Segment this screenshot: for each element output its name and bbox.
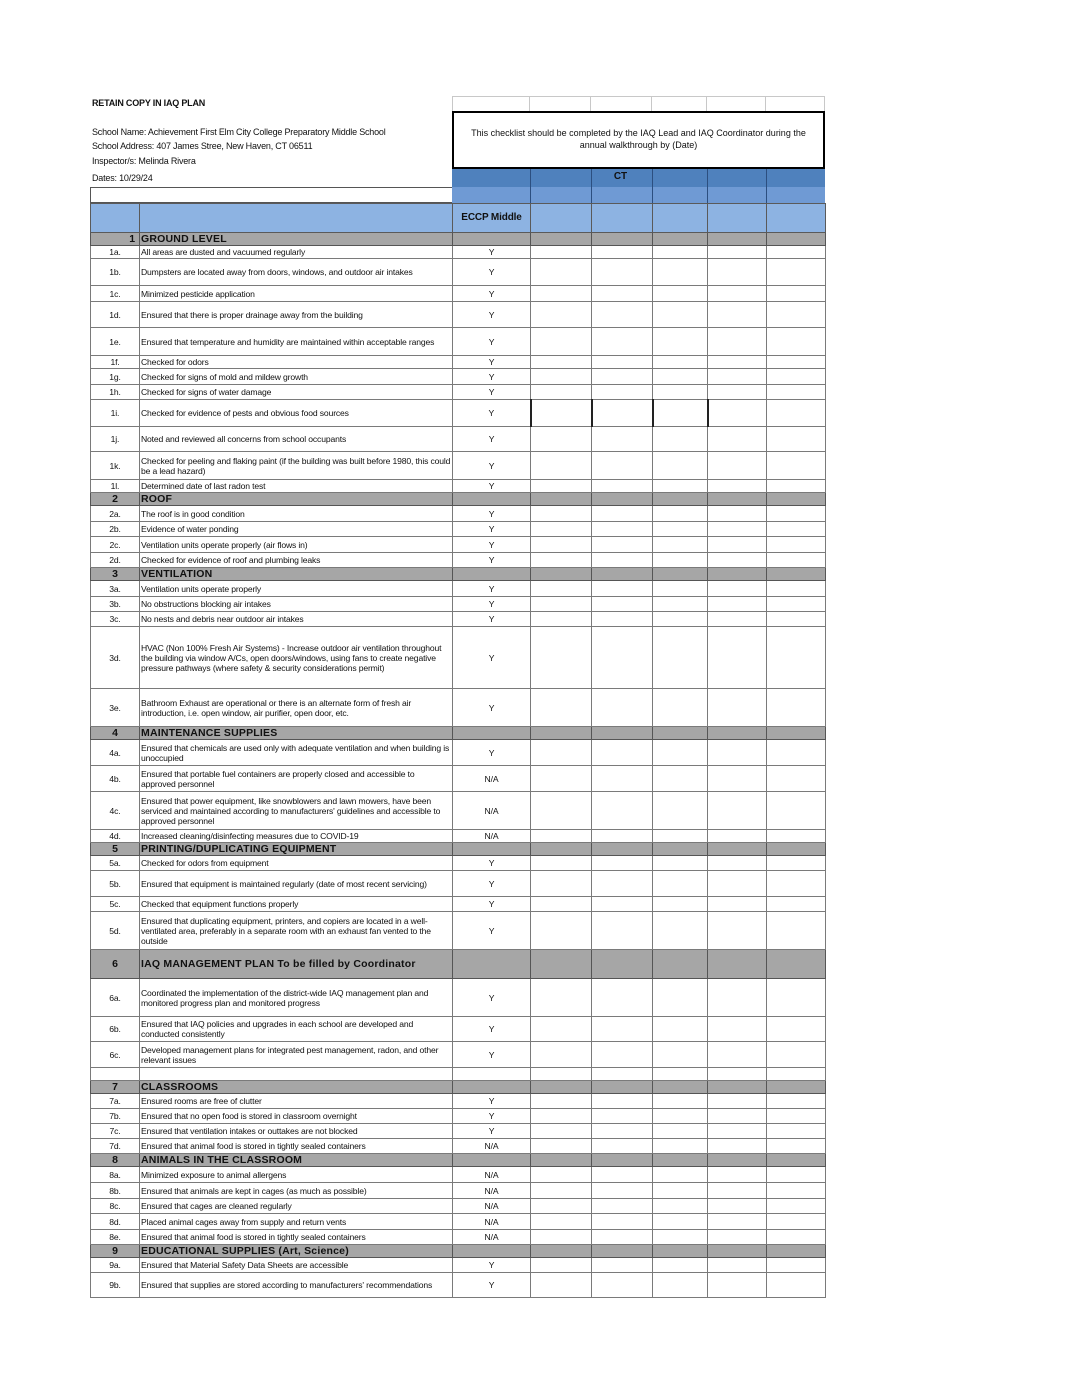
item-status: Y xyxy=(453,740,531,766)
item-status: Y xyxy=(453,1094,531,1109)
dates: Dates: 10/29/24 xyxy=(92,173,153,183)
item-status: Y xyxy=(453,689,531,727)
item-id: 5c. xyxy=(91,897,140,912)
item-description: Ensured that chemicals are used only with adequate ventilation and when building is unoccupied xyxy=(140,740,453,766)
item-description: HVAC (Non 100% Fresh Air Systems) - Increase outdoor air ventilation throughout the building via window A/Cs, open doors/windows, using fans to create negative pressure pathways (where safety & security considerations permit) xyxy=(140,627,453,689)
checklist-item-row xyxy=(91,356,826,369)
item-id: 6c. xyxy=(91,1042,140,1068)
item-status: Y xyxy=(453,369,531,385)
item-id: 8d. xyxy=(91,1214,140,1230)
item-status: Y xyxy=(453,581,531,597)
item-description: Ensured that no open food is stored in classroom overnight xyxy=(140,1109,453,1124)
item-description: Checked for odors from equipment xyxy=(140,856,453,871)
checklist-item-row xyxy=(91,1094,826,1109)
checklist-item-row xyxy=(91,856,826,871)
checklist-item-row xyxy=(91,302,826,328)
item-description: Ensured that portable fuel containers are properly closed and accessible to approved personnel xyxy=(140,766,453,792)
item-id: 7a. xyxy=(91,1094,140,1109)
column-header-blank xyxy=(140,204,453,233)
section-header-row xyxy=(91,1081,826,1094)
checklist-item-row xyxy=(91,1214,826,1230)
section-number: 6 xyxy=(91,950,140,979)
item-id: 8e. xyxy=(91,1230,140,1245)
section-number: 5 xyxy=(91,843,140,856)
checklist-item-row xyxy=(91,792,826,830)
section-header-row xyxy=(91,493,826,506)
item-status: N/A xyxy=(453,792,531,830)
item-status: Y xyxy=(453,1273,531,1298)
item-status: N/A xyxy=(453,1214,531,1230)
item-status: Y xyxy=(453,1042,531,1068)
checklist-item-row xyxy=(91,830,826,843)
iaq-checklist-sheet xyxy=(90,96,825,1298)
item-description: Ensured that IAQ policies and upgrades in each school are developed and conducted consistently xyxy=(140,1017,453,1042)
section-title: CLASSROOMS xyxy=(140,1081,453,1094)
item-id: 2b. xyxy=(91,522,140,537)
item-id: 1e. xyxy=(91,328,140,356)
item-id: 2d. xyxy=(91,553,140,568)
section-number: 9 xyxy=(91,1245,140,1258)
item-status: Y xyxy=(453,302,531,328)
item-description: Ensured that Material Safety Data Sheets are accessible xyxy=(140,1258,453,1273)
checklist-item-row xyxy=(91,597,826,612)
item-description: Checked for peeling and flaking paint (if the building was built before 1980, this could be a lead hazard) xyxy=(140,452,453,480)
item-id: 5d. xyxy=(91,912,140,950)
section-title: MAINTENANCE SUPPLIES xyxy=(140,727,453,740)
retain-copy-label: RETAIN COPY IN IAQ PLAN xyxy=(92,98,206,108)
item-status: Y xyxy=(453,286,531,302)
item-status: N/A xyxy=(453,1199,531,1214)
checklist-item-row xyxy=(91,581,826,597)
checklist-item-row xyxy=(91,979,826,1017)
section-header-row xyxy=(91,1154,826,1167)
item-description: Placed animal cages away from supply and return vents xyxy=(140,1214,453,1230)
item-id: 3b. xyxy=(91,597,140,612)
item-status: N/A xyxy=(453,1139,531,1154)
item-description: Ensured that there is proper drainage away from the building xyxy=(140,302,453,328)
item-description: Determined date of last radon test xyxy=(140,480,453,493)
section-title: IAQ MANAGEMENT PLAN To be filled by Coordinator xyxy=(140,950,453,979)
item-description: Ensured that duplicating equipment, printers, and copiers are located in a well-ventilated area, preferably in a separate room with an exhaust fan vented to the outside xyxy=(140,912,453,950)
item-status: Y xyxy=(453,400,531,427)
section-number: 2 xyxy=(91,493,140,506)
section-header-row xyxy=(91,950,826,979)
checklist-item-row xyxy=(91,1230,826,1245)
checklist-item-row xyxy=(91,400,826,427)
item-description: Checked for evidence of pests and obvious food sources xyxy=(140,400,453,427)
checklist-item-row xyxy=(91,871,826,897)
item-status: Y xyxy=(453,1124,531,1139)
item-description: Checked for signs of mold and mildew growth xyxy=(140,369,453,385)
section-header-row xyxy=(91,233,826,246)
checklist-item-row xyxy=(91,259,826,286)
item-status: Y xyxy=(453,612,531,627)
item-status: Y xyxy=(453,246,531,259)
item-description: No obstructions blocking air intakes xyxy=(140,597,453,612)
item-id: 1d. xyxy=(91,302,140,328)
checklist-item-row xyxy=(91,385,826,400)
item-status: Y xyxy=(453,597,531,612)
item-description: Checked for evidence of roof and plumbing leaks xyxy=(140,553,453,568)
item-id: 3c. xyxy=(91,612,140,627)
item-id: 4a. xyxy=(91,740,140,766)
checklist-item-row xyxy=(91,286,826,302)
item-status: Y xyxy=(453,385,531,400)
item-id: 3e. xyxy=(91,689,140,727)
checklist-item-row xyxy=(91,1124,826,1139)
section-title: EDUCATIONAL SUPPLIES (Art, Science) xyxy=(140,1245,453,1258)
item-id: 6b. xyxy=(91,1017,140,1042)
item-status: N/A xyxy=(453,1167,531,1183)
item-description: Ensured that animal food is stored in tightly sealed containers xyxy=(140,1139,453,1154)
checklist-item-row xyxy=(91,1273,826,1298)
item-id: 1f. xyxy=(91,356,140,369)
item-id: 6a. xyxy=(91,979,140,1017)
checklist-item-row xyxy=(91,1167,826,1183)
checklist-item-row xyxy=(91,912,826,950)
checklist-item-row xyxy=(91,897,826,912)
checklist-item-row xyxy=(91,553,826,568)
section-header-row xyxy=(91,727,826,740)
section-title: VENTILATION xyxy=(140,568,453,581)
checklist-item-row xyxy=(91,506,826,522)
section-title: PRINTING/DUPLICATING EQUIPMENT xyxy=(140,843,453,856)
item-description: Ensured that animals are kept in cages (as much as possible) xyxy=(140,1183,453,1199)
item-status: N/A xyxy=(453,830,531,843)
checklist-item-row xyxy=(91,480,826,493)
item-status: Y xyxy=(453,856,531,871)
item-description: Checked for odors xyxy=(140,356,453,369)
item-description: Checked that equipment functions properly xyxy=(140,897,453,912)
item-id: 1k. xyxy=(91,452,140,480)
item-description: Ensured that temperature and humidity are maintained within acceptable ranges xyxy=(140,328,453,356)
checklist-item-row xyxy=(91,1199,826,1214)
item-status: Y xyxy=(453,979,531,1017)
item-id: 1b. xyxy=(91,259,140,286)
checklist-item-row xyxy=(91,740,826,766)
item-id: 1l. xyxy=(91,480,140,493)
item-id: 1h. xyxy=(91,385,140,400)
item-id: 4d. xyxy=(91,830,140,843)
item-description: Ventilation units operate properly xyxy=(140,581,453,597)
item-status: Y xyxy=(453,506,531,522)
section-number: 7 xyxy=(91,1081,140,1094)
item-description: Checked for signs of water damage xyxy=(140,385,453,400)
item-status: Y xyxy=(453,480,531,493)
item-id: 2a. xyxy=(91,506,140,522)
item-status: Y xyxy=(453,328,531,356)
item-id: 1g. xyxy=(91,369,140,385)
item-description: Minimized exposure to animal allergens xyxy=(140,1167,453,1183)
item-status: N/A xyxy=(453,1230,531,1245)
checklist-item-row xyxy=(91,246,826,259)
item-id: 5a. xyxy=(91,856,140,871)
item-status: Y xyxy=(453,1017,531,1042)
item-description: Ensured that animal food is stored in tightly sealed containers xyxy=(140,1230,453,1245)
school-address: School Address: 407 James Stree, New Haven, CT 06511 xyxy=(92,141,313,151)
checklist-item-row xyxy=(91,452,826,480)
item-status: Y xyxy=(453,627,531,689)
item-status: Y xyxy=(453,452,531,480)
item-description: Bathroom Exhaust are operational or there is an alternate form of fresh air introduction, i.e. open window, air purifier, open door, etc. xyxy=(140,689,453,727)
item-id: 4c. xyxy=(91,792,140,830)
item-description: Ensured that power equipment, like snowblowers and lawn mowers, have been serviced and maintained according to manufacturers' guidelines and accessible to approved personnel xyxy=(140,792,453,830)
item-id: 7b. xyxy=(91,1109,140,1124)
item-description: Developed management plans for integrated pest management, radon, and other relevant issues xyxy=(140,1042,453,1068)
item-id: 1c. xyxy=(91,286,140,302)
section-header-row xyxy=(91,568,826,581)
item-id: 5b. xyxy=(91,871,140,897)
item-status: Y xyxy=(453,553,531,568)
item-id: 4b. xyxy=(91,766,140,792)
header-band-light xyxy=(452,187,825,203)
item-status: Y xyxy=(453,1109,531,1124)
item-description: Increased cleaning/disinfecting measures due to COVID-19 xyxy=(140,830,453,843)
item-description: Evidence of water ponding xyxy=(140,522,453,537)
item-status: Y xyxy=(453,912,531,950)
item-id: 1a. xyxy=(91,246,140,259)
state-header-band xyxy=(452,169,825,187)
header-blank-row xyxy=(90,187,452,203)
item-id: 3d. xyxy=(91,627,140,689)
inspectors: Inspector/s: Melinda Rivera xyxy=(92,156,196,166)
item-status: Y xyxy=(453,427,531,452)
section-number: 3 xyxy=(91,568,140,581)
item-status: N/A xyxy=(453,766,531,792)
checklist-item-row xyxy=(91,627,826,689)
item-id: 8b. xyxy=(91,1183,140,1199)
item-id: 7d. xyxy=(91,1139,140,1154)
item-status: Y xyxy=(453,259,531,286)
item-status: Y xyxy=(453,871,531,897)
checklist-item-row xyxy=(91,1109,826,1124)
state-label: CT xyxy=(613,171,628,182)
school-name: School Name: Achievement First Elm City College Preparatory Middle School xyxy=(92,127,386,137)
item-id: 8a. xyxy=(91,1167,140,1183)
item-description: Ventilation units operate properly (air flows in) xyxy=(140,537,453,553)
item-id: 2c. xyxy=(91,537,140,553)
item-id: 1j. xyxy=(91,427,140,452)
item-id: 8c. xyxy=(91,1199,140,1214)
checklist-item-row xyxy=(91,1017,826,1042)
blank-row xyxy=(91,1068,826,1081)
sheet-header xyxy=(90,96,825,203)
section-title: ROOF xyxy=(140,493,453,506)
section-header-row xyxy=(91,1245,826,1258)
item-description: Minimized pesticide application xyxy=(140,286,453,302)
checklist-item-row xyxy=(91,612,826,627)
checklist-item-row xyxy=(91,689,826,727)
checklist-item-row xyxy=(91,1042,826,1068)
item-description: Ensured that cages are cleaned regularly xyxy=(140,1199,453,1214)
item-status: Y xyxy=(453,897,531,912)
checklist-item-row xyxy=(91,427,826,452)
section-title: ANIMALS IN THE CLASSROOM xyxy=(140,1154,453,1167)
item-description: The roof is in good condition xyxy=(140,506,453,522)
item-id: 9b. xyxy=(91,1273,140,1298)
checklist-item-row xyxy=(91,1183,826,1199)
checklist-item-row xyxy=(91,522,826,537)
item-status: Y xyxy=(453,356,531,369)
checklist-item-row xyxy=(91,369,826,385)
checklist-item-row xyxy=(91,328,826,356)
item-description: All areas are dusted and vacuumed regularly xyxy=(140,246,453,259)
item-status: N/A xyxy=(453,1183,531,1199)
item-description: Ensured rooms are free of clutter xyxy=(140,1094,453,1109)
item-status: Y xyxy=(453,522,531,537)
section-number: 1 xyxy=(91,233,140,246)
item-status: Y xyxy=(453,1258,531,1273)
item-description: Dumpsters are located away from doors, windows, and outdoor air intakes xyxy=(140,259,453,286)
item-description: Ensured that supplies are stored according to manufacturers' recommendations xyxy=(140,1273,453,1298)
checklist-item-row xyxy=(91,1258,826,1273)
section-title: GROUND LEVEL xyxy=(140,233,453,246)
item-id: 3a. xyxy=(91,581,140,597)
checklist-item-row xyxy=(91,1139,826,1154)
section-number: 4 xyxy=(91,727,140,740)
item-description: Ensured that ventilation intakes or outtakes are not blocked xyxy=(140,1124,453,1139)
school-column-header: ECCP Middle xyxy=(453,204,531,233)
section-header-row xyxy=(91,843,826,856)
column-header-blank xyxy=(91,204,140,233)
checklist-item-row xyxy=(91,537,826,553)
checklist-table xyxy=(90,203,826,1298)
item-description: Coordinated the implementation of the district-wide IAQ management plan and monitored progress plan and monitored progress xyxy=(140,979,453,1017)
checklist-item-row xyxy=(91,766,826,792)
item-description: Noted and reviewed all concerns from school occupants xyxy=(140,427,453,452)
item-id: 7c. xyxy=(91,1124,140,1139)
section-number: 8 xyxy=(91,1154,140,1167)
item-id: 9a. xyxy=(91,1258,140,1273)
item-description: No nests and debris near outdoor air intakes xyxy=(140,612,453,627)
checklist-instruction-note: This checklist should be completed by the IAQ Lead and IAQ Coordinator during the annual walkthrough by (Date) xyxy=(452,111,825,169)
item-id: 1i. xyxy=(91,400,140,427)
item-description: Ensured that equipment is maintained regularly (date of most recent servicing) xyxy=(140,871,453,897)
item-status: Y xyxy=(453,537,531,553)
column-header-row xyxy=(91,204,826,233)
